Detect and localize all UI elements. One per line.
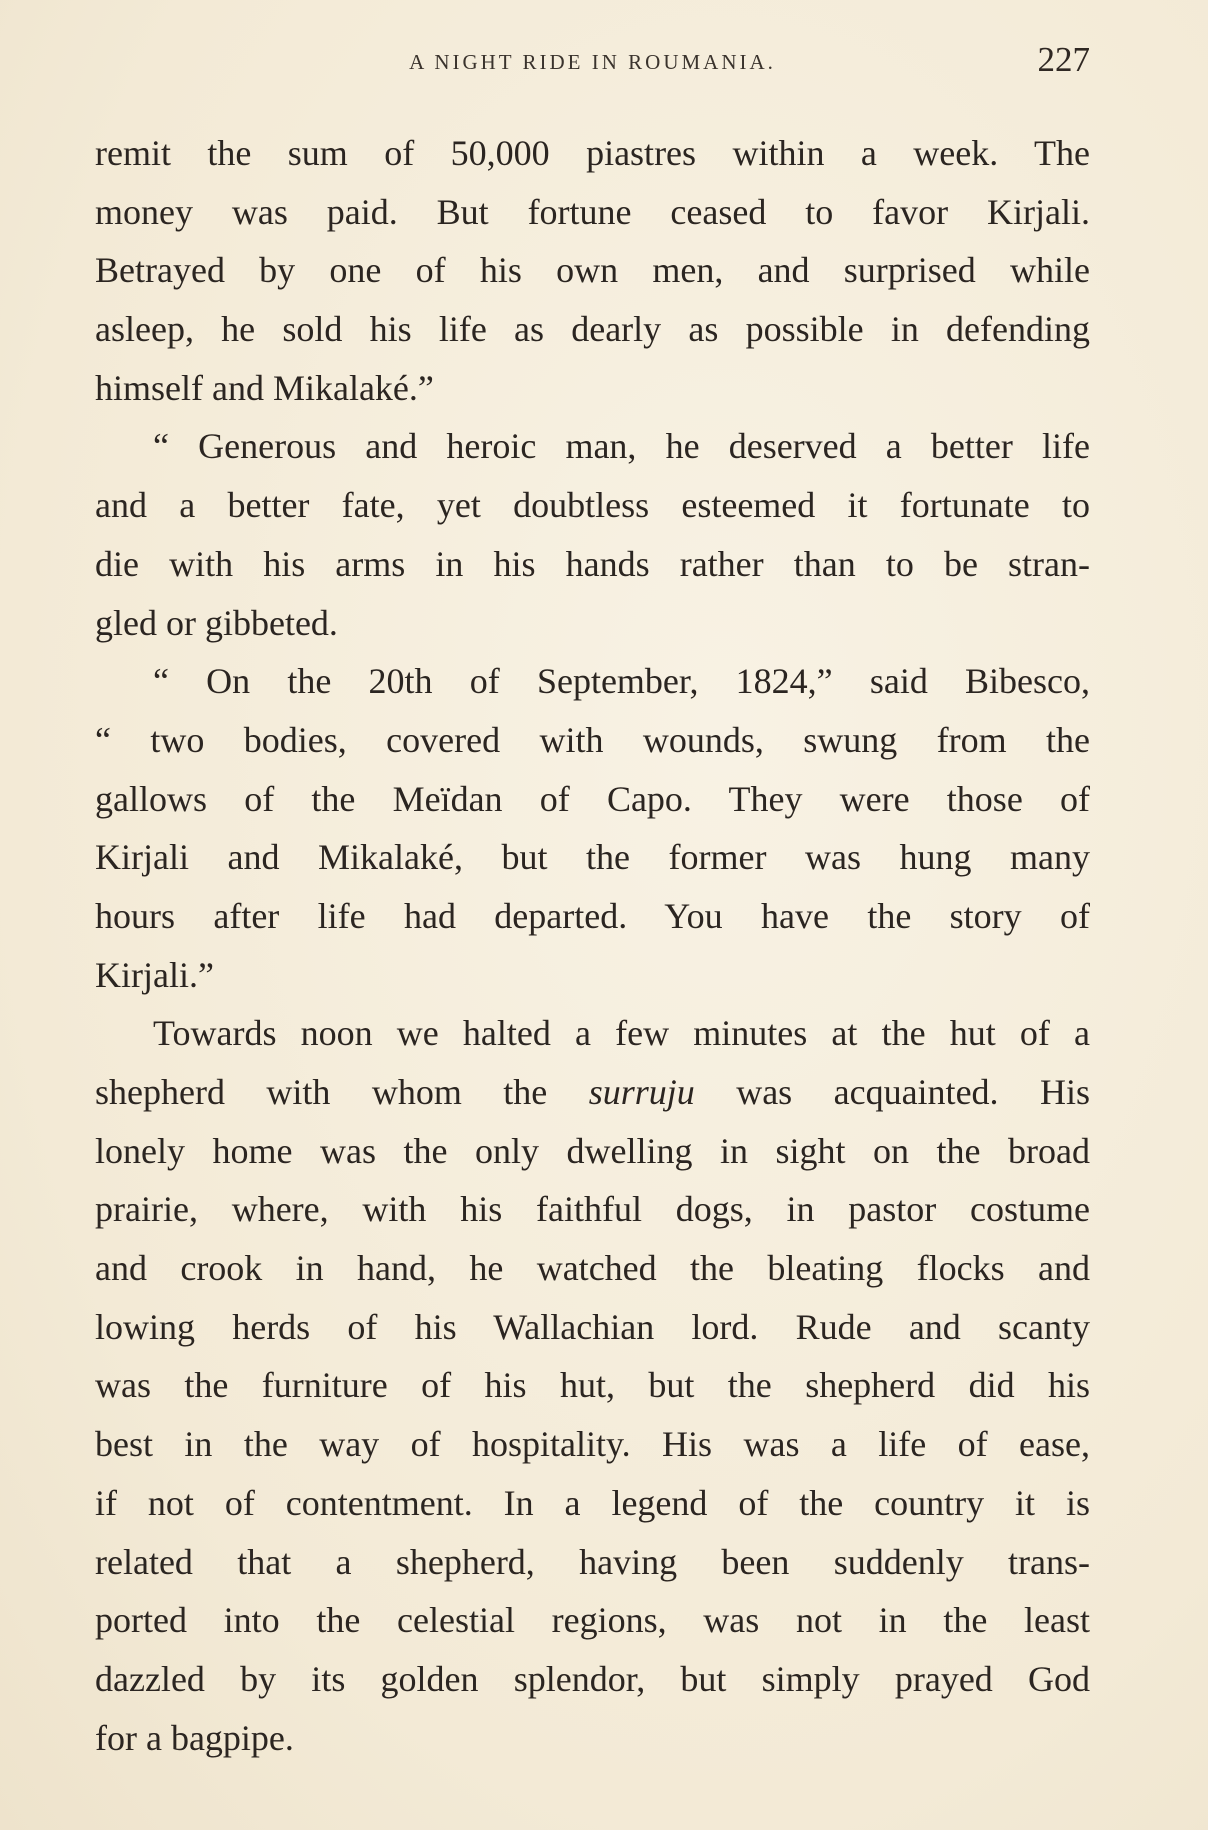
text-segment: shepherd with whom the [95, 1072, 589, 1112]
running-title: A NIGHT RIDE IN ROUMANIA. [409, 50, 776, 74]
text-line: prairie, where, with his faithful dogs, in pastor costume [95, 1189, 1090, 1230]
text-body [95, 124, 1090, 1767]
text-line: asleep, he sold his life as dearly as possible in defending [95, 309, 1090, 350]
text-line: ported into the celestial regions, was not in the least [95, 1600, 1090, 1641]
italic-word: surruju [588, 1072, 695, 1112]
text-line: lonely home was the only dwelling in sight on the broad [95, 1130, 1090, 1171]
text-line: gled or gibbeted. [95, 602, 338, 643]
text-line: and crook in hand, he watched the bleating flocks and [95, 1248, 1090, 1289]
text-line: if not of contentment. In a legend of the country it is [95, 1482, 1090, 1523]
text-line: remit the sum of 50,000 piastres within a week. The [95, 133, 1090, 173]
page-number: 227 [1037, 40, 1090, 79]
text-line: “ two bodies, covered with wounds, swung from the [95, 719, 1090, 760]
text-line: money was paid. But fortune ceased to favor Kirjali. [95, 191, 1090, 232]
text-line: Betrayed by one of his own men, and surprised while [95, 250, 1090, 291]
text-line: related that a shepherd, having been suddenly trans- [95, 1541, 1090, 1582]
text-line: himself and Mikalaké.” [95, 367, 434, 408]
text-line: and a better fate, yet doubtless esteemed it fortunate to [95, 485, 1090, 526]
text-line: lowing herds of his Wallachian lord. Rude and scanty [95, 1306, 1090, 1347]
text-line: Kirjali.” [95, 954, 214, 995]
text-line: Kirjali and Mikalaké, but the former was hung many [95, 837, 1090, 878]
text-line: gallows of the Meïdan of Capo. They were those of [95, 778, 1090, 819]
text-line-with-italic [95, 1063, 1090, 1122]
text-line: die with his arms in his hands rather than to be stran- [95, 543, 1090, 584]
running-head [95, 40, 1090, 84]
text-line: hours after life had departed. You have the story of [95, 895, 1090, 936]
text-line: “ On the 20th of September, 1824,” said Bibesco, [153, 661, 1090, 702]
text-line: Towards noon we halted a few minutes at the hut of a [153, 1013, 1090, 1054]
text-line: was the furniture of his hut, but the shepherd did his [95, 1365, 1090, 1406]
text-segment: was acquainted. His [694, 1072, 1090, 1112]
text-line: “ Generous and heroic man, he deserved a better life [153, 426, 1090, 467]
text-line: dazzled by its golden splendor, but simply prayed God [95, 1658, 1090, 1699]
text-line: for a bagpipe. [95, 1717, 294, 1758]
text-line: best in the way of hospitality. His was a life of ease, [95, 1424, 1090, 1465]
